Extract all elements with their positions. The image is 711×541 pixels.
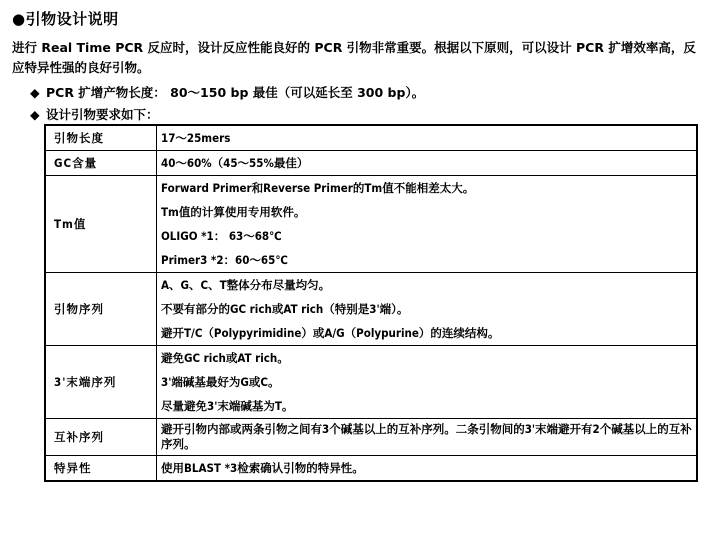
row-line: 尽量避免3'末端碱基为T。 xyxy=(161,399,294,413)
row-content xyxy=(157,273,698,346)
row-line: 17～25mers xyxy=(161,131,231,145)
row-content xyxy=(157,456,698,482)
table-row xyxy=(45,125,697,151)
row-content xyxy=(157,346,698,419)
row-label-specificity: 特异性 xyxy=(45,456,157,482)
table-row xyxy=(45,346,697,419)
bullet-amplicon-length xyxy=(30,83,424,101)
bullet-text: 设计引物要求如下： xyxy=(46,107,159,122)
row-line: 使用BLAST *3检索确认引物的特异性。 xyxy=(161,461,364,475)
row-line: Forward Primer和Reverse Primer的Tm值不能相差太大。 xyxy=(161,181,475,195)
diamond-bullet-icon: ◆ xyxy=(30,85,40,100)
row-line: Tm值的计算使用专用软件。 xyxy=(161,205,306,219)
row-line: 避免GC rich或AT rich。 xyxy=(161,351,289,365)
row-line: OLIGO *1： 63～68℃ xyxy=(161,229,282,243)
bullet-primer-requirements xyxy=(30,105,159,123)
row-content xyxy=(157,151,698,176)
row-label-sequence: 引物序列 xyxy=(45,273,157,346)
row-line: 不要有部分的GC rich或AT rich（特别是3'端）。 xyxy=(161,302,409,316)
row-label-3prime-end: 3'末端序列 xyxy=(45,346,157,419)
page-title: ●引物设计说明 xyxy=(12,10,119,28)
row-content xyxy=(157,125,698,151)
row-content xyxy=(157,419,698,456)
row-line: Primer3 *2：60～65℃ xyxy=(161,253,288,267)
row-label-tm: Tm值 xyxy=(45,176,157,273)
row-line: 避开T/C（Polypyrimidine）或A/G（Polypurine）的连续结构。 xyxy=(161,326,500,340)
row-line: A、G、C、T整体分布尽量均匀。 xyxy=(161,278,331,292)
row-content xyxy=(157,176,698,273)
row-line: 3'端碱基最好为G或C。 xyxy=(161,375,280,389)
bullet-text: PCR 扩增产物长度： 80～150 bp 最佳（可以延长至 300 bp）。 xyxy=(46,85,425,100)
row-line: 避开引物内部或两条引物之间有3个碱基以上的互补序列。二条引物间的3'末端避开有2个碱基以上的互补序列。 xyxy=(161,422,692,451)
diamond-bullet-icon: ◆ xyxy=(30,107,40,122)
primer-design-table xyxy=(44,124,698,482)
row-label-complementary: 互补序列 xyxy=(45,419,157,456)
table-row xyxy=(45,176,697,273)
row-label-gc-content: GC含量 xyxy=(45,151,157,176)
intro-paragraph: 进行 Real Time PCR 反应时，设计反应性能良好的 PCR 引物非常重要。根据以下原则，可以设计 PCR 扩增效率高，反应特异性强的良好引物。 xyxy=(12,40,696,75)
row-line: 40～60%（45～55%最佳） xyxy=(161,156,309,170)
table-row xyxy=(45,456,697,482)
table-row xyxy=(45,151,697,176)
row-label-primer-length: 引物长度 xyxy=(45,125,157,151)
table-row xyxy=(45,419,697,456)
table-row xyxy=(45,273,697,346)
